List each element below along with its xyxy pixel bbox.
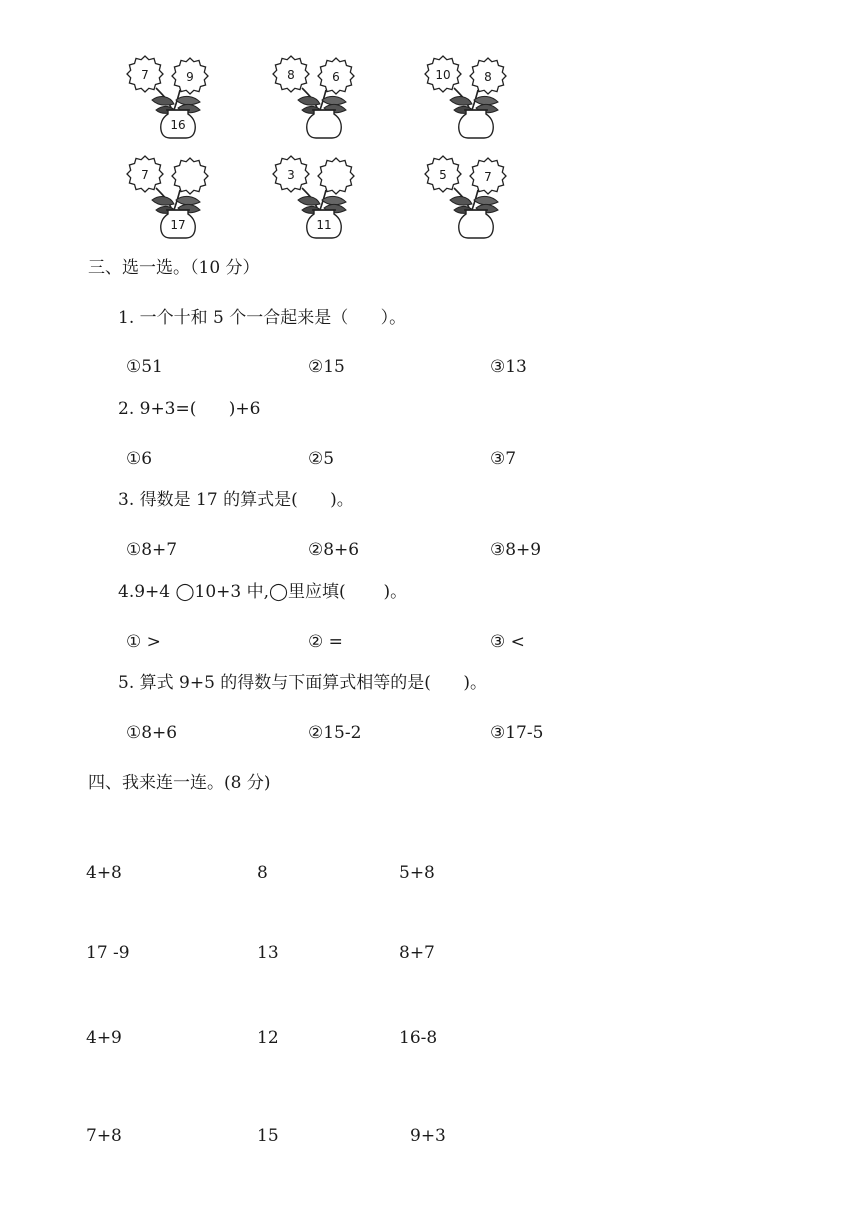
right-flower-number: 9 — [186, 70, 194, 84]
option-3[interactable]: ③7 — [490, 449, 517, 469]
flower-vase — [266, 152, 366, 244]
flower-vase — [418, 52, 518, 144]
right-flower-number: 8 — [484, 70, 492, 84]
option-1[interactable]: ①8+7 — [126, 540, 178, 560]
left-flower-number: 7 — [141, 168, 149, 182]
option-2[interactable]: ② = — [308, 632, 343, 652]
question-stem: 3. 得数是 17 的算式是( )。 — [118, 490, 354, 510]
option-3[interactable]: ③17-5 — [490, 723, 544, 743]
right-flower-number: 6 — [332, 70, 340, 84]
match-right-item[interactable]: 9+3 — [410, 1126, 446, 1146]
match-right-item[interactable]: 8+7 — [399, 943, 435, 963]
match-middle-item[interactable]: 13 — [257, 943, 279, 963]
match-right-item[interactable]: 16-8 — [399, 1028, 438, 1048]
flower-vase — [120, 52, 220, 144]
option-1[interactable]: ①51 — [126, 357, 163, 377]
option-2[interactable]: ②15 — [308, 357, 345, 377]
question-stem: 2. 9+3=( )+6 — [118, 399, 261, 419]
option-2[interactable]: ②8+6 — [308, 540, 360, 560]
option-1[interactable]: ①6 — [126, 449, 153, 469]
match-left-item[interactable]: 17 -9 — [86, 943, 130, 963]
option-1[interactable]: ①8+6 — [126, 723, 178, 743]
option-1[interactable]: ① > — [126, 632, 161, 652]
question-stem: 1. 一个十和 5 个一合起来是（ ）。 — [118, 308, 407, 328]
vase-number: 17 — [170, 218, 186, 232]
flower-vase — [418, 152, 518, 244]
question-stem: 5. 算式 9+5 的得数与下面算式相等的是( )。 — [118, 673, 487, 693]
match-left-item[interactable]: 4+9 — [86, 1028, 122, 1048]
section-4-title: 四、我来连一连。(8 分) — [88, 773, 271, 793]
match-right-item[interactable]: 5+8 — [399, 863, 435, 883]
left-flower-number: 10 — [435, 68, 451, 82]
question-stem: 4.9+4 ◯10+3 中,◯里应填( )。 — [118, 582, 408, 602]
match-middle-item[interactable]: 15 — [257, 1126, 279, 1146]
option-3[interactable]: ③8+9 — [490, 540, 542, 560]
match-middle-item[interactable]: 12 — [257, 1028, 279, 1048]
option-3[interactable]: ③ < — [490, 632, 525, 652]
option-3[interactable]: ③13 — [490, 357, 527, 377]
match-middle-item[interactable]: 8 — [257, 863, 268, 883]
left-flower-number: 7 — [141, 68, 149, 82]
vase-number: 11 — [316, 218, 332, 232]
option-2[interactable]: ②5 — [308, 449, 335, 469]
flower-vase — [266, 52, 366, 144]
match-left-item[interactable]: 4+8 — [86, 863, 122, 883]
left-flower-number: 5 — [439, 168, 447, 182]
vase-number: 16 — [170, 118, 186, 132]
left-flower-number: 3 — [287, 168, 295, 182]
right-flower-number: 7 — [484, 170, 492, 184]
match-left-item[interactable]: 7+8 — [86, 1126, 122, 1146]
option-2[interactable]: ②15-2 — [308, 723, 362, 743]
section-3-title: 三、选一选。（10 分） — [88, 258, 260, 278]
flower-vase — [120, 152, 220, 244]
left-flower-number: 8 — [287, 68, 295, 82]
